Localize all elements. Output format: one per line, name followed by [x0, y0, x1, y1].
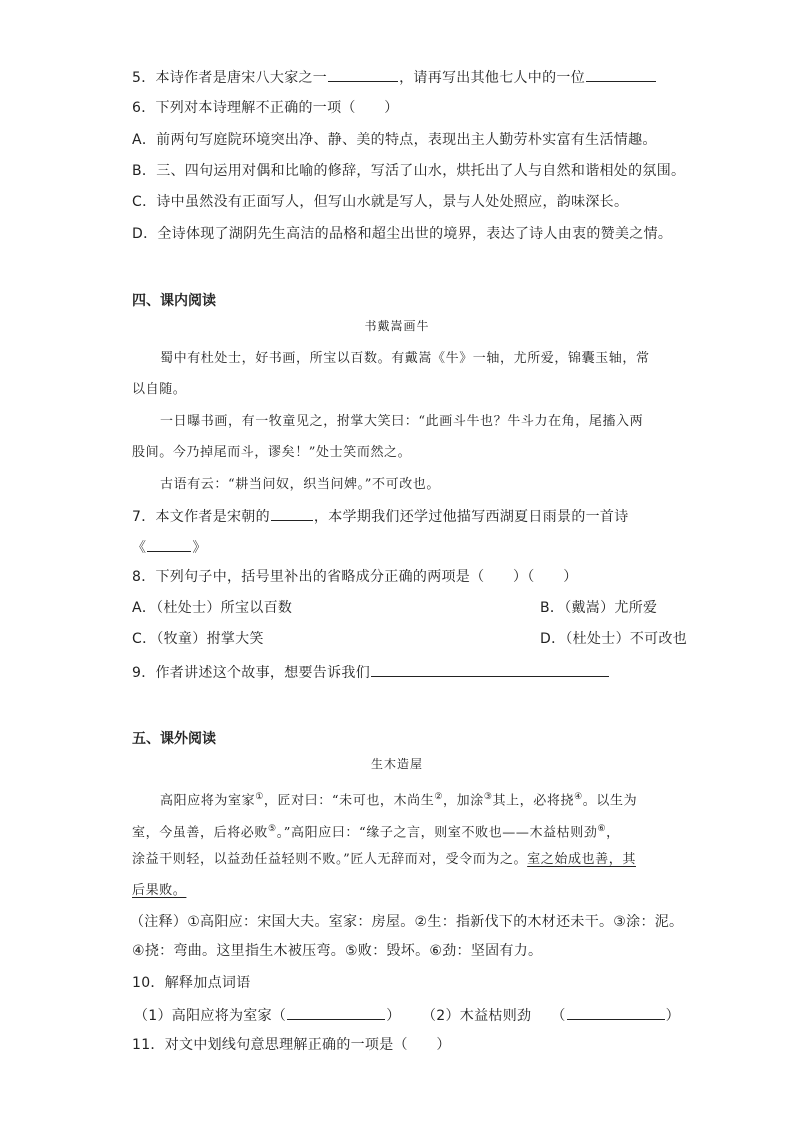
q8-row-1 — [132, 599, 658, 617]
q6-option-a: A．前两句写庭院环境突出净、静、美的特点，表现出主人勤劳朴实富有生活情趣。 — [132, 132, 657, 148]
q7-text-b: ，本学期我们还学过他描写西湖夏日雨景的一首诗 — [313, 509, 629, 525]
section-5-heading: 五、课外阅读 — [132, 731, 216, 747]
q10-item-2-close: ） — [665, 1008, 680, 1024]
q10-item-1-close: ） — [386, 1008, 401, 1024]
question-8-stem: 8．下列句子中，括号里补出的省略成分正确的两项是（ ）（ ） — [132, 569, 578, 585]
q10-blank-1[interactable] — [287, 1005, 385, 1020]
q7-blank-2[interactable] — [147, 537, 191, 552]
p2l1-e: 。以生为 — [582, 793, 638, 809]
question-11-stem: 11．对文中划线句意思理解正确的一项是（ ） — [132, 1037, 451, 1053]
note-ref-4: ④ — [574, 792, 583, 802]
question-6-stem: 6．下列对本诗理解不正确的一项（ ） — [132, 100, 399, 116]
question-10-items — [134, 1005, 680, 1025]
q10-item-1: （1）高阳应将为室家（ — [134, 1008, 287, 1024]
note-ref-5: ⑤ — [268, 824, 277, 834]
passage-1-title: 书戴嵩画牛 — [364, 319, 430, 333]
annotation-line-2: ④挠：弯曲。这里指生木被压弯。⑤败：毁坏。⑥劲：坚固有力。 — [132, 943, 543, 959]
question-7 — [132, 506, 629, 526]
q8-option-c: C．（牧童）拊掌大笑 — [132, 631, 264, 647]
q6-option-c: C．诗中虽然没有正面写人，但写山水就是写人，景与人处处照应，韵味深长。 — [132, 194, 629, 210]
passage-2-line-1 — [160, 788, 637, 810]
passage-1-line-5: 古语有云：“耕当问奴，织当问婢。”不可改也。 — [160, 477, 440, 492]
p2l1-a: 高阳应将为室家 — [160, 793, 256, 809]
question-10-stem: 10．解释加点词语 — [132, 975, 251, 991]
q7-bracket-open: 《 — [132, 540, 147, 556]
q5-blank-2[interactable] — [586, 67, 656, 82]
p2l1-c: ，加涂 — [443, 793, 484, 809]
q5-blank-1[interactable] — [328, 67, 398, 82]
passage-2-line-3 — [132, 851, 636, 869]
passage-1-line-2: 以自随。 — [132, 382, 187, 397]
p2l2-b: 。”高阳应曰：“缘子之言，则室不败也——木益枯则劲 — [276, 825, 598, 841]
question-7-cont — [132, 537, 207, 557]
q8-option-a: A．（杜处士）所宝以百数 — [132, 600, 293, 616]
q10-item-2-wrap — [422, 1005, 680, 1025]
q8-option-b: B．（戴嵩）尤所爱 — [540, 600, 658, 616]
p2l2-a: 室，今虽善，后将必败 — [132, 825, 269, 841]
note-ref-2: ② — [434, 792, 443, 802]
passage-1-line-4: 股间。今乃掉尾而斗，谬矣！”处士笑而然之。 — [132, 445, 412, 460]
question-5 — [132, 67, 657, 87]
q6-option-d: D．全诗体现了湖阴先生高洁的品格和超尘出世的境界，表达了诗人由衷的赞美之情。 — [132, 226, 673, 242]
q7-blank-1[interactable] — [271, 506, 313, 521]
q8-row-2 — [132, 630, 688, 648]
passage-1-line-3: 一日曝书画，有一牧童见之，拊掌大笑曰：“此画斗牛也？牛斗力在角，尾搐入两 — [160, 414, 644, 429]
q10-item-2: （2）木益枯则劲 — [422, 1008, 532, 1024]
annotation-line-1: （注释）①高阳应：宋国大夫。室家：房屋。②生：指新伐下的木材还未干。③涂：泥。 — [130, 914, 684, 930]
p2l2-c: ， — [606, 825, 620, 841]
passage-2-title: 生木造屋 — [370, 757, 423, 771]
q10-blank-2[interactable] — [567, 1005, 665, 1020]
passage-2-line-4 — [132, 882, 186, 900]
note-ref-6: ⑥ — [597, 824, 607, 834]
q5-text-b: ，请再写出其他七人中的一位 — [399, 70, 586, 86]
q9-text: 9．作者讲述这个故事，想要告诉我们 — [132, 665, 371, 681]
underlined-sentence-part-1: 室之始成也善，其 — [527, 852, 636, 867]
q9-blank[interactable] — [371, 662, 609, 677]
section-4-heading: 四、课内阅读 — [132, 293, 216, 309]
q7-text-a: 7．本文作者是宋朝的 — [132, 509, 270, 525]
p2l1-b: ，匠对曰：“未可也，木尚生 — [263, 793, 435, 809]
underlined-sentence-part-2: 后果败。 — [132, 883, 187, 898]
note-ref-1: ① — [255, 792, 264, 802]
q5-text-a: 5．本诗作者是唐宋八大家之一 — [132, 70, 328, 86]
p2l1-d: 其上，必将挠 — [492, 793, 575, 809]
q6-option-b: B．三、四句运用对偶和比喻的修辞，写活了山水，烘托出了人与自然和谐相处的氛围。 — [132, 163, 686, 179]
passage-1-line-1: 蜀中有杜处士，好书画，所宝以百数。有戴嵩《牛》一轴，尤所爱，锦囊玉轴，常 — [160, 351, 650, 366]
question-9 — [132, 662, 610, 682]
passage-2-line-2 — [132, 820, 620, 842]
q8-option-d: D．（杜处士）不可改也 — [540, 631, 688, 647]
note-ref-3: ③ — [483, 792, 493, 802]
p2l3-a: 涂益干则轻，以益劲任益轻则不败。”匠人无辞而对，受令而为之。 — [132, 852, 528, 867]
q10-item-2-open: （ — [551, 1008, 566, 1024]
q7-bracket-close: 》 — [192, 540, 207, 556]
